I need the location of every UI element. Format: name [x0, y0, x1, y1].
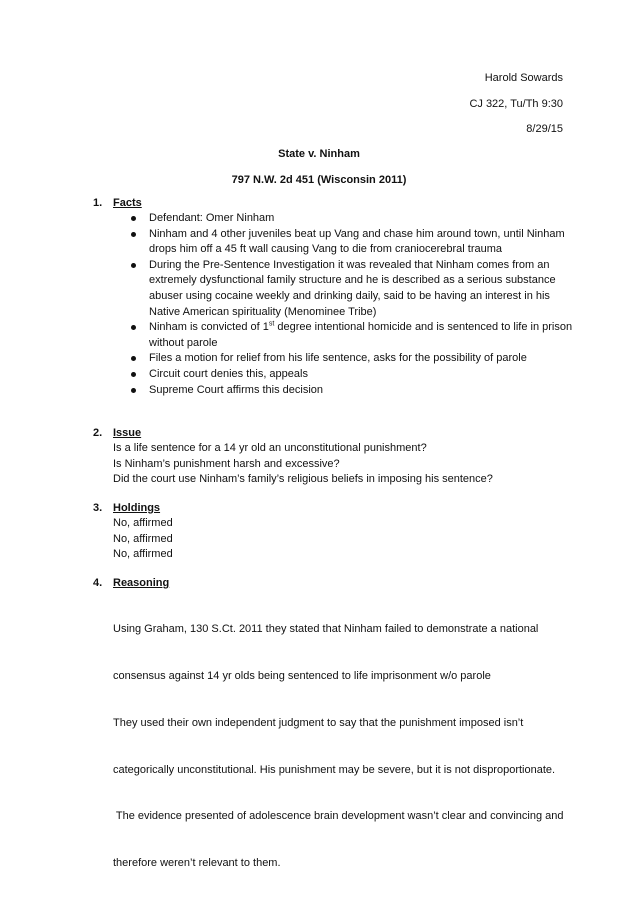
bullet-icon	[131, 388, 136, 393]
list-item: Supreme Court affirms this decision	[93, 383, 573, 399]
reasoning-line: therefore weren’t relevant to them.	[113, 857, 281, 870]
reasoning-body	[93, 591, 573, 903]
reasoning-line: The evidence presented of adolescence brain development wasn’t clear and convincing and	[113, 810, 564, 823]
issue-line: Is Ninham’s punishment harsh and excessive?	[113, 457, 340, 470]
bullet-icon	[131, 216, 136, 221]
holdings-section	[93, 500, 573, 563]
list-item: Ninham is convicted of 1st degree intentional homicide and is sentenced to life in prison without parole	[93, 320, 573, 351]
holdings-number: 3.	[93, 502, 103, 514]
list-item: Ninham and 4 other juveniles beat up Vang and chase him around town, until Ninham drops him off a 45 ft wall causing Vang to die from craniocerebral trauma	[93, 227, 573, 258]
reasoning-line: categorically unconstitutional. His punishment may be severe, but it is not disproportionate.	[113, 763, 556, 776]
reasoning-line: consensus against 14 yr olds being sentenced to life imprisonment w/o parole	[113, 669, 491, 682]
bullet-icon	[131, 263, 136, 268]
reasoning-number: 4.	[93, 577, 103, 589]
document-date: 8/29/15	[526, 123, 563, 135]
reasoning-heading	[93, 575, 573, 591]
list-item: Defendant: Omer Ninham	[93, 211, 573, 227]
bullet-icon	[131, 232, 136, 237]
list-item: Files a motion for relief from his life sentence, asks for the possibility of parole	[93, 351, 573, 367]
facts-heading	[93, 195, 573, 211]
holdings-label: Holdings	[113, 502, 161, 514]
reasoning-label: Reasoning	[113, 577, 170, 589]
reasoning-line: Using Graham, 130 S.Ct. 2011 they stated that Ninham failed to demonstrate a national	[113, 623, 539, 636]
case-title: State v. Ninham	[278, 148, 360, 160]
issue-section	[93, 425, 573, 488]
author-name: Harold Sowards	[484, 72, 563, 84]
case-citation: 797 N.W. 2d 451 (Wisconsin 2011)	[231, 174, 407, 186]
facts-number: 1.	[93, 197, 103, 209]
bullet-icon	[131, 356, 136, 361]
holding-line: No, affirmed	[113, 548, 173, 561]
bullet-icon	[131, 325, 136, 330]
facts-label: Facts	[113, 197, 142, 209]
holding-line: No, affirmed	[113, 532, 173, 545]
issue-heading	[93, 425, 573, 441]
list-item: Circuit court denies this, appeals	[93, 367, 573, 383]
facts-list	[93, 211, 573, 398]
holding-line: No, affirmed	[113, 517, 173, 529]
facts-section	[93, 195, 573, 398]
issue-label: Issue	[113, 427, 142, 439]
reasoning-section	[93, 575, 573, 903]
list-item: During the Pre-Sentence Investigation it was revealed that Ninham comes from an extremely dysfunctional family structure and he is described as a serious substance abuser using cocaine weekly and drinking daily, said to be having an interest in his Native American spirituality (Menominee Tribe)	[93, 258, 573, 320]
holdings-heading	[93, 500, 573, 516]
issue-line: Is a life sentence for a 14 yr old an unconstitutional punishment?	[113, 442, 427, 454]
bullet-icon	[131, 372, 136, 377]
issue-number: 2.	[93, 427, 103, 439]
reasoning-line: They used their own independent judgment to say that the punishment imposed isn’t	[113, 716, 524, 729]
holdings-body	[93, 516, 573, 563]
course-info: CJ 322, Tu/Th 9:30	[469, 98, 563, 110]
issue-body	[93, 441, 573, 488]
issue-line: Did the court use Ninham’s family’s religious beliefs in imposing his sentence?	[113, 473, 493, 486]
